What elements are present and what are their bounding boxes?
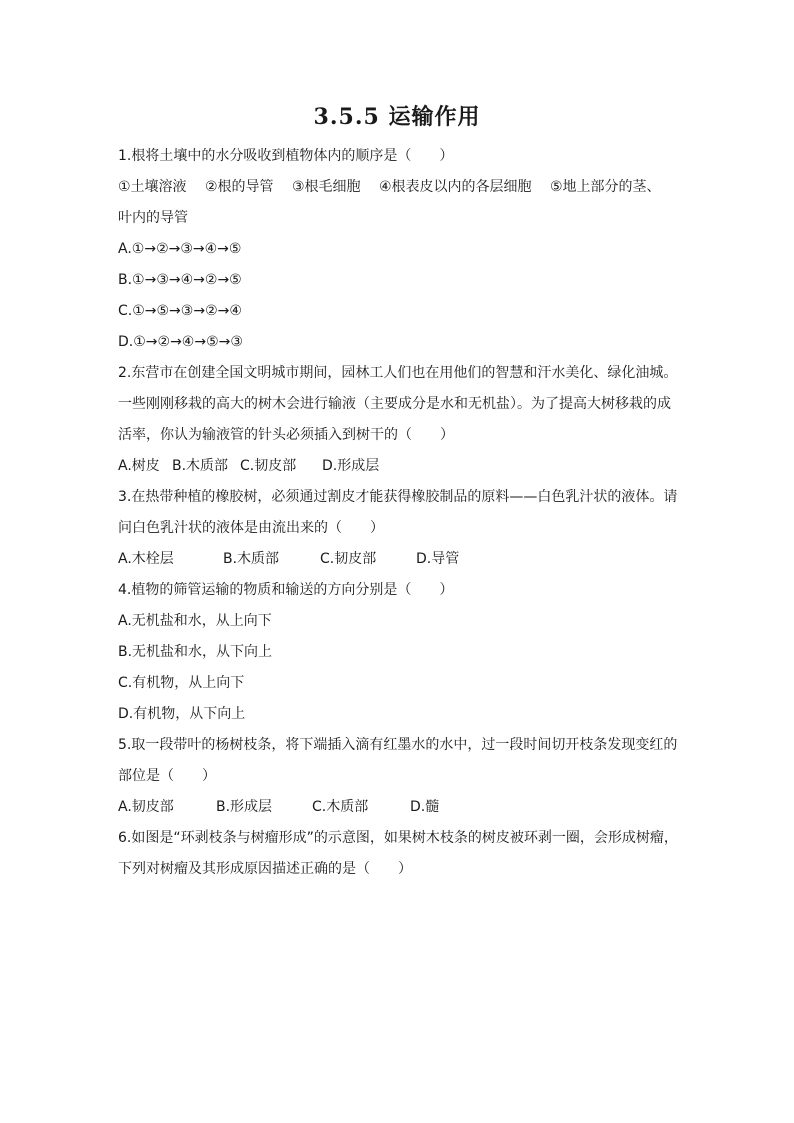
option-d: D.导管 bbox=[416, 551, 460, 567]
page-title: 3.5.5 运输作用 bbox=[313, 104, 481, 130]
question-4-option-a: A.无机盐和水，从上向下 bbox=[118, 613, 272, 629]
question-4-option-b: B.无机盐和水，从下向上 bbox=[118, 644, 273, 660]
option-b: B.木质部 bbox=[223, 551, 280, 567]
question-3-stem-line2: 问白色乳汁状的液体是由流出来的（ ） bbox=[118, 520, 384, 536]
question-list bbox=[118, 141, 680, 885]
question-1-option-b: B.①→③→④→②→⑤ bbox=[118, 272, 242, 288]
question-2-stem-line2: 一些刚刚移栽的高大的树木会进行输液（主要成分是水和无机盐）。为了提高大树移栽的成 bbox=[118, 396, 671, 412]
option-d: D.髓 bbox=[410, 799, 440, 815]
question-2-stem-line3: 活率，你认为输液管的针头必须插入到树干的（ ） bbox=[118, 427, 454, 443]
question-3-options bbox=[118, 544, 680, 575]
question-2-options bbox=[118, 451, 680, 482]
question-6-stem-line1: 6.如图是“环剥枝条与树瘤形成”的示意图，如果树木枝条的树皮被环剥一圈，会形成树瘤， bbox=[118, 830, 678, 846]
question-1-option-d: D.①→②→④→⑤→③ bbox=[118, 334, 243, 350]
option-d: D.形成层 bbox=[322, 458, 380, 474]
option-a: A.韧皮部 bbox=[118, 799, 174, 815]
question-5-options bbox=[118, 792, 680, 823]
question-4-option-c: C.有机物，从上向下 bbox=[118, 675, 245, 691]
question-4-stem: 4.植物的筛管运输的物质和输送的方向分别是（ ） bbox=[118, 582, 454, 598]
question-6-stem-line2: 下列对树瘤及其形成原因描述正确的是（ ） bbox=[118, 861, 412, 877]
option-a: A.木栓层 bbox=[118, 551, 174, 567]
question-1-intro-line1: ①土壤溶液 ②根的导管 ③根毛细胞 ④根表皮以内的各层细胞 ⑤地上部分的茎、 bbox=[118, 179, 661, 195]
option-c: C.韧皮部 bbox=[320, 551, 377, 567]
option-b: B.形成层 bbox=[216, 799, 273, 815]
option-a: A.树皮 bbox=[118, 458, 160, 474]
question-1-stem: 1.根将土壤中的水分吸收到植物体内的顺序是（ ） bbox=[118, 148, 454, 164]
question-5-stem-line2: 部位是（ ） bbox=[118, 768, 216, 784]
question-4-option-d: D.有机物，从下向上 bbox=[118, 706, 246, 722]
question-1-option-a: A.①→②→③→④→⑤ bbox=[118, 241, 242, 257]
option-c: C.木质部 bbox=[312, 799, 369, 815]
question-1-intro-line2: 叶内的导管 bbox=[118, 210, 188, 226]
question-1-option-c: C.①→⑤→③→②→④ bbox=[118, 303, 242, 319]
question-3-stem-line1: 3.在热带种植的橡胶树，必须通过割皮才能获得橡胶制品的原料——白色乳汁状的液体。请 bbox=[118, 489, 678, 505]
option-c: C.韧皮部 bbox=[240, 458, 297, 474]
question-2-stem-line1: 2.东营市在创建全国文明城市期间，园林工人们也在用他们的智慧和汗水美化、绿化油城。 bbox=[118, 365, 678, 381]
option-b: B.木质部 bbox=[172, 458, 229, 474]
question-5-stem-line1: 5.取一段带叶的杨树枝条，将下端插入滴有红墨水的水中，过一段时间切开枝条发现变红的 bbox=[118, 737, 678, 753]
